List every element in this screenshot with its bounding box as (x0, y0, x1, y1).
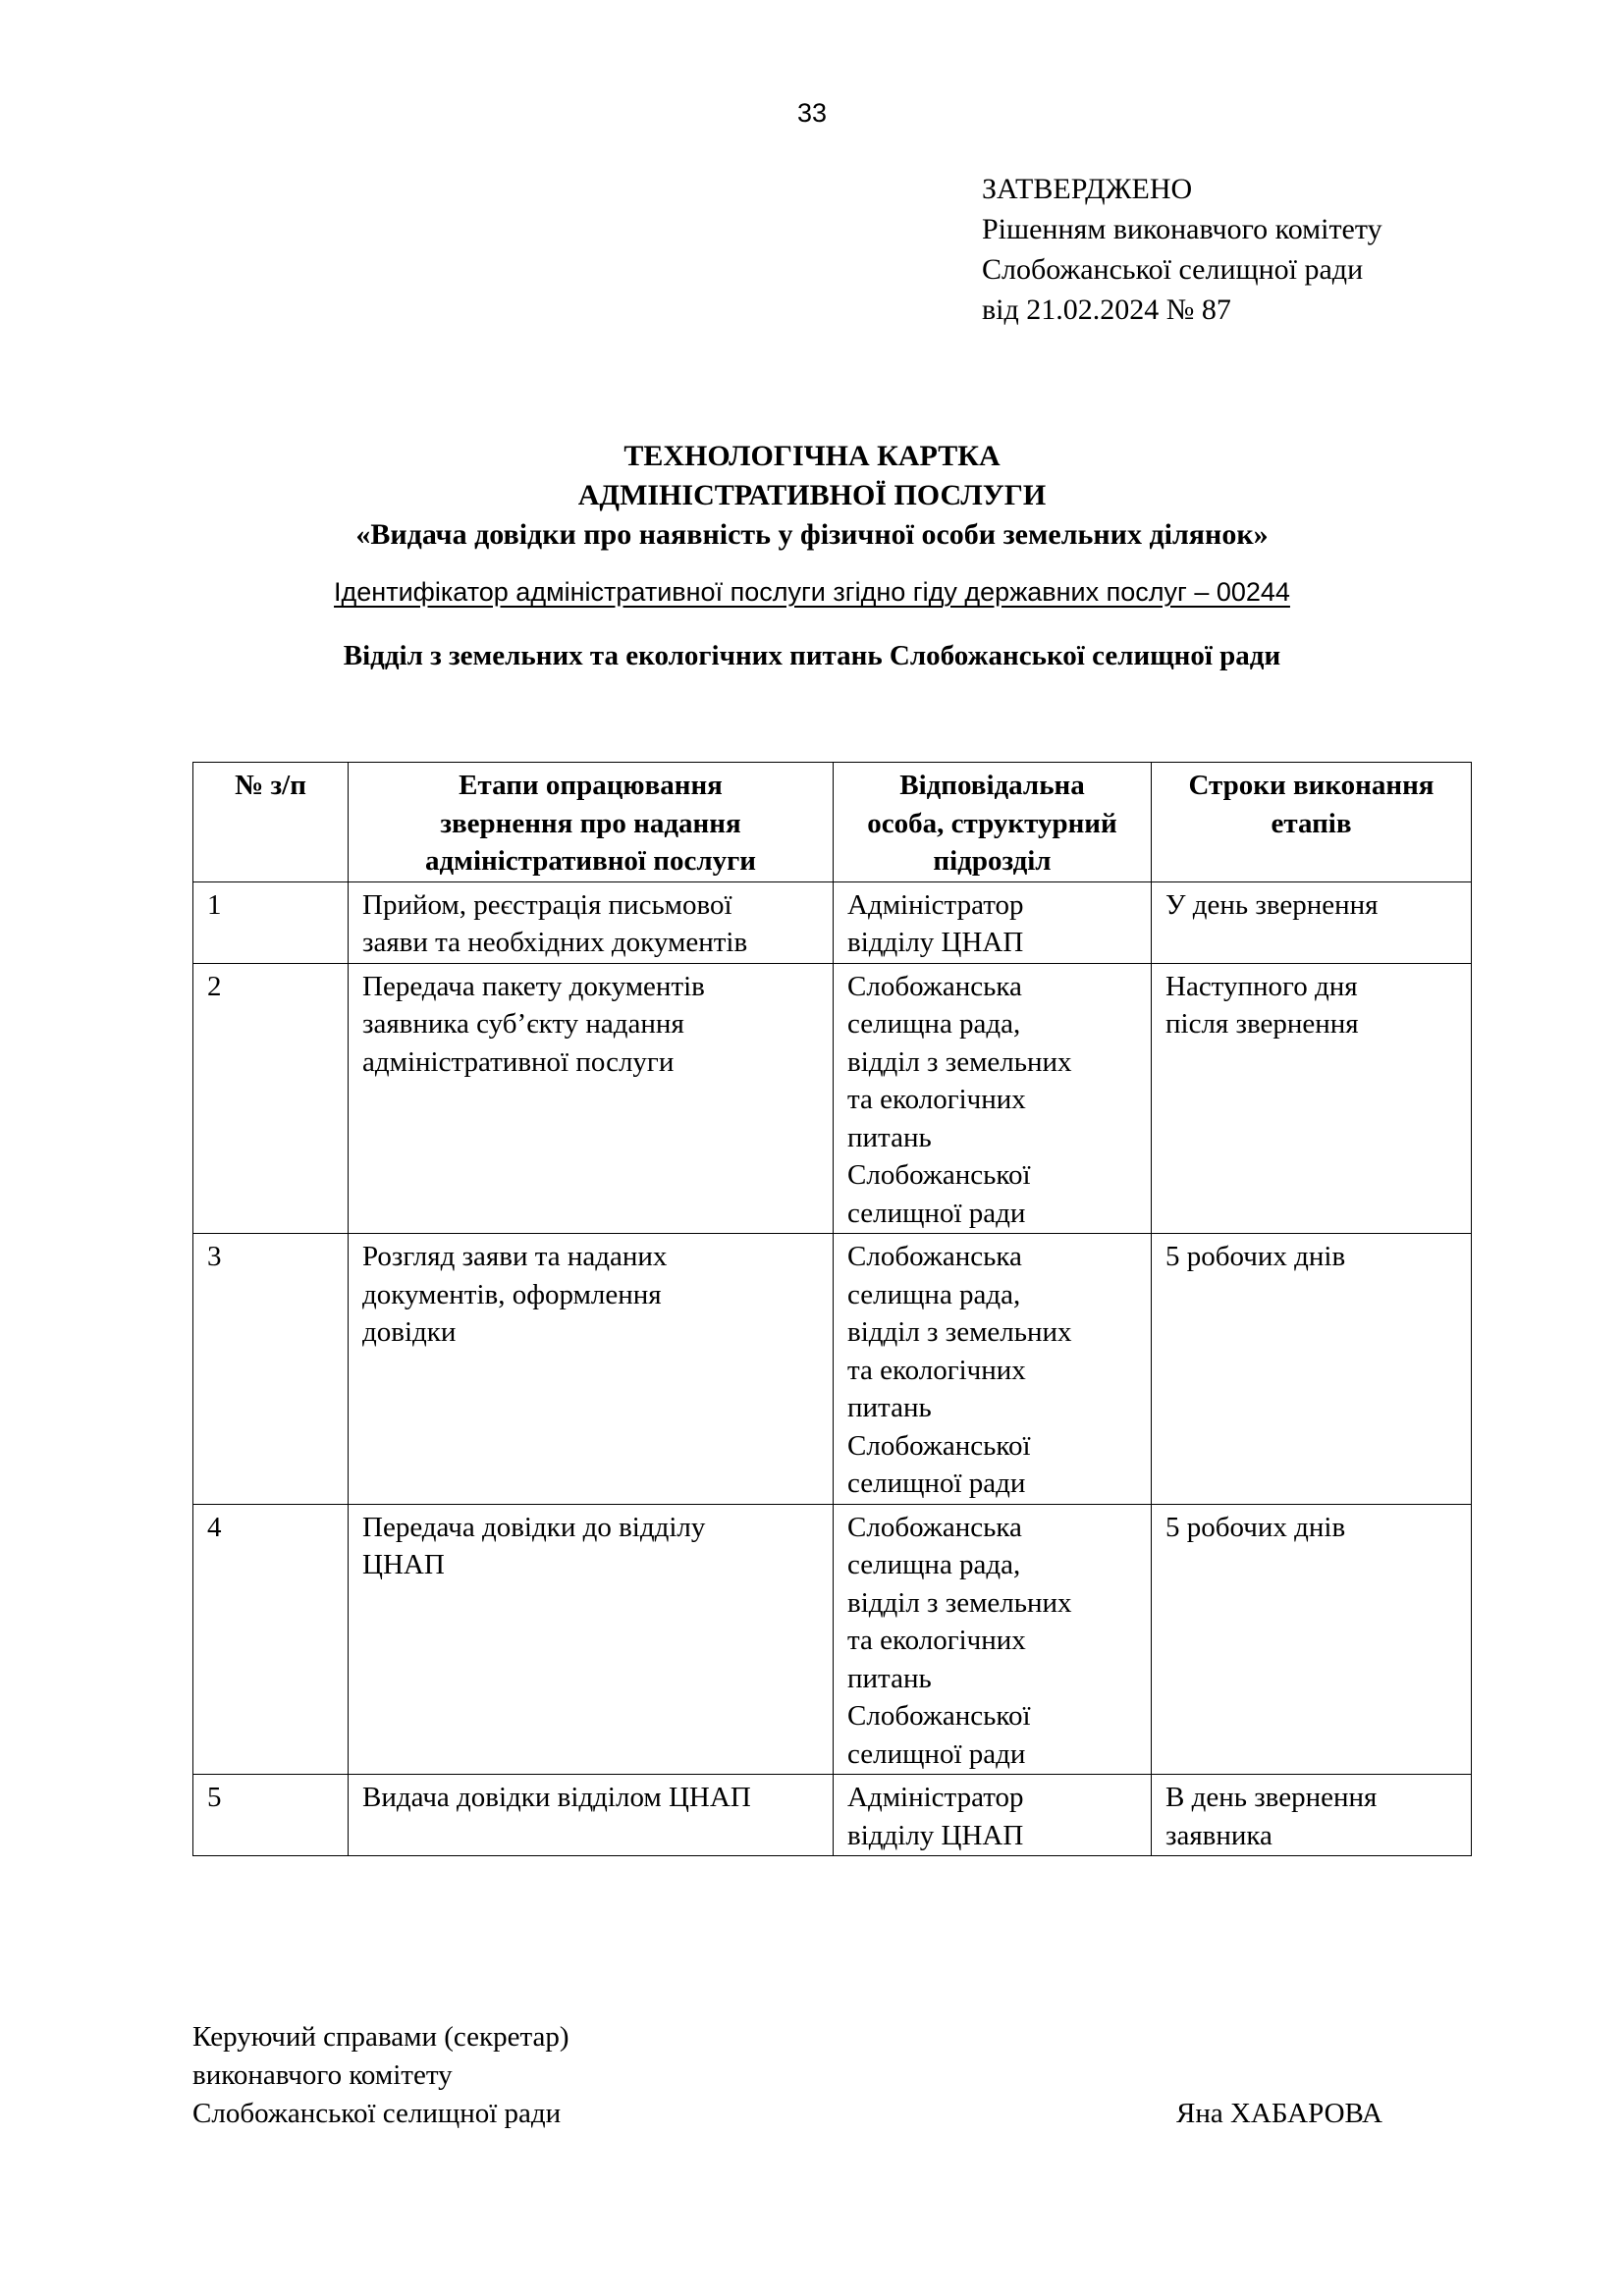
cell-text-line: документів, оформлення (362, 1278, 662, 1310)
cell-number: 3 (193, 1234, 349, 1505)
cell-responsible (834, 963, 1152, 1234)
header-number (193, 763, 349, 882)
header-stage (349, 763, 834, 882)
cell-text-line: Адміністратор (847, 888, 1024, 921)
cell-stage (349, 963, 834, 1234)
cell-deadline (1152, 1504, 1472, 1775)
cell-text-line: питань (847, 1662, 932, 1694)
cell-text-line: У день звернення (1165, 888, 1379, 921)
cell-text-line: відділу ЦНАП (847, 927, 1024, 958)
cell-text-line: Видача довідки відділом ЦНАП (362, 1782, 751, 1813)
cell-text-line: особа, структурний (867, 807, 1117, 839)
title-line-2: АДМІНІСТРАТИВНОЇ ПОСЛУГИ (577, 479, 1047, 511)
cell-responsible (834, 1775, 1152, 1856)
cell-deadline (1152, 1775, 1472, 1856)
cell-text-line: 5 робочих днів (1165, 1241, 1346, 1272)
cell-text-line: відділ з земельних (847, 1045, 1072, 1078)
cell-number: 2 (193, 963, 349, 1234)
cell-text-line: питань (847, 1392, 932, 1423)
header-responsible (834, 763, 1152, 882)
cell-text-line: заявника (1165, 1819, 1272, 1851)
cell-responsible (834, 1504, 1152, 1775)
cell-responsible (834, 881, 1152, 963)
approval-stamp-block (982, 169, 1382, 330)
signature-line: Слобожанської селищної ради (192, 2098, 562, 2129)
cell-text-line: селищної ради (847, 1737, 1026, 1770)
department-heading: Відділ з земельних та екологічних питань Слобожанської селищної ради (343, 640, 1281, 671)
signature-line: виконавчого комітету (192, 2059, 453, 2091)
table-row (193, 1504, 1472, 1775)
approval-line: ЗАТВЕРДЖЕНО (982, 173, 1193, 205)
service-identifier-text: Ідентифікатор адміністративної послуги згідно гіду державних послуг – 00244 (334, 577, 1290, 607)
table-row (193, 963, 1472, 1234)
cell-text-line: Слобожанська (847, 1241, 1022, 1272)
cell-stage (349, 881, 834, 963)
cell-text-line: та екологічних (847, 1354, 1026, 1386)
cell-text-line: Етапи опрацювання (459, 770, 723, 801)
cell-text-line: після звернення (1165, 1008, 1359, 1040)
cell-text-line: Слобожанської (847, 1700, 1031, 1732)
cell-text-line: ЦНАП (362, 1549, 445, 1580)
cell-text-line: селищна рада, (847, 1278, 1021, 1310)
document-title (0, 437, 1624, 555)
cell-text-line: питань (847, 1121, 932, 1153)
cell-text-line: Слобожанська (847, 1511, 1022, 1543)
title-line-3: «Видача довідки про наявність у фізичної особи земельних ділянок» (355, 518, 1269, 551)
cell-text-line: підрозділ (933, 845, 1052, 877)
cell-text-line: відділ з земельних (847, 1316, 1072, 1348)
table-header-row (193, 763, 1472, 882)
cell-text-line: Передача пакету документів (362, 970, 705, 1002)
approval-line: Слобожанської селищної ради (982, 253, 1364, 286)
cell-text-line: 5 робочих днів (1165, 1511, 1346, 1543)
page-number: 33 (796, 98, 828, 128)
cell-text-line: № з/п (235, 770, 306, 801)
cell-stage (349, 1775, 834, 1856)
cell-text-line: етапів (1271, 807, 1352, 839)
approval-line: Рішенням виконавчого комітету (982, 213, 1382, 245)
cell-deadline (1152, 963, 1472, 1234)
cell-number: 1 (193, 881, 349, 963)
cell-number: 5 (193, 1775, 349, 1856)
cell-text-line: селищної ради (847, 1468, 1026, 1499)
cell-text-line: відділ з земельних (847, 1586, 1072, 1619)
cell-text-line: заявника суб’єкту надання (362, 1008, 684, 1040)
cell-text-line: Слобожанська (847, 970, 1022, 1002)
title-line-1: ТЕХНОЛОГІЧНА КАРТКА (623, 440, 1001, 472)
cell-deadline (1152, 881, 1472, 963)
cell-text-line: Слобожанської (847, 1159, 1031, 1191)
signature-block (192, 2018, 569, 2133)
cell-responsible (834, 1234, 1152, 1505)
cell-text-line: Адміністратор (847, 1782, 1024, 1813)
cell-text-line: Наступного дня (1165, 970, 1358, 1002)
cell-text-line: адміністративної послуги (362, 1045, 675, 1078)
cell-number: 4 (193, 1504, 349, 1775)
table-row (193, 881, 1472, 963)
cell-text-line: селищна рада, (847, 1008, 1021, 1040)
table-row (193, 1775, 1472, 1856)
cell-text-line: селищна рада, (847, 1549, 1021, 1580)
cell-text-line: довідки (362, 1316, 457, 1348)
cell-text-line: Слобожанської (847, 1429, 1031, 1462)
cell-deadline (1152, 1234, 1472, 1505)
cell-stage (349, 1234, 834, 1505)
cell-text-line: заяви та необхідних документів (362, 927, 748, 958)
approval-line: від 21.02.2024 № 87 (982, 294, 1231, 326)
service-identifier (0, 577, 1624, 608)
cell-text-line: В день звернення (1165, 1782, 1378, 1813)
cell-text-line: адміністративної послуги (425, 845, 756, 877)
cell-text-line: Розгляд заяви та наданих (362, 1241, 668, 1272)
cell-text-line: та екологічних (847, 1625, 1026, 1656)
stages-table (192, 762, 1472, 1856)
cell-text-line: Відповідальна (899, 770, 1085, 801)
cell-text-line: звернення про надання (440, 807, 741, 839)
cell-text-line: та екологічних (847, 1084, 1026, 1115)
cell-text-line: відділу ЦНАП (847, 1819, 1024, 1851)
cell-text-line: Прийом, реєстрація письмової (362, 888, 732, 921)
cell-text-line: селищної ради (847, 1197, 1026, 1229)
signer-name: Яна ХАБАРОВА (1176, 2098, 1382, 2129)
table-row (193, 1234, 1472, 1505)
signature-line: Керуючий справами (секретар) (192, 2021, 569, 2053)
cell-text-line: Передача довідки до відділу (362, 1511, 706, 1543)
cell-stage (349, 1504, 834, 1775)
header-deadline (1152, 763, 1472, 882)
cell-text-line: Строки виконання (1188, 770, 1435, 801)
